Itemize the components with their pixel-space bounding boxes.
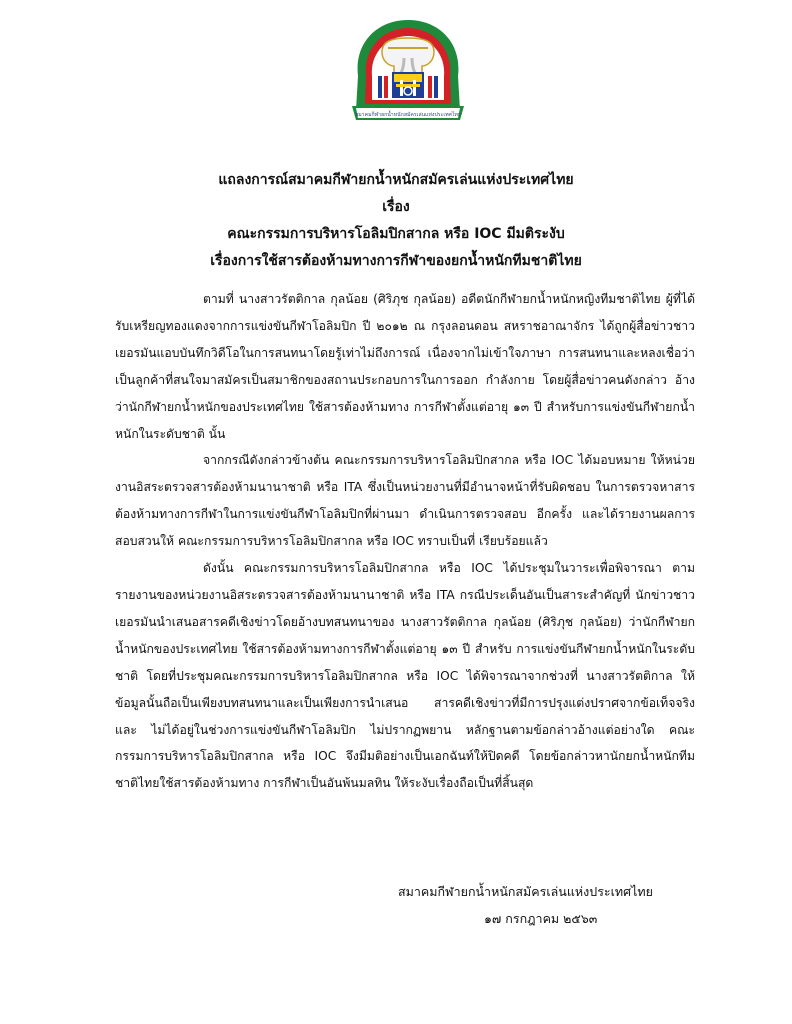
heading-line-1: แถลงการณ์สมาคมกีฬายกน้ำหนักสมัครเล่นแห่งประเทศไทย <box>218 172 574 188</box>
signature-organization: สมาคมกีฬายกน้ำหนักสมัครเล่นแห่งประเทศไทย <box>398 884 653 899</box>
association-emblem <box>348 14 468 126</box>
heading-line-2: เรื่อง <box>382 199 410 215</box>
paragraph-1: ตามที่ นางสาวรัตติกาล กุลน้อย (ศิริภุช กุลน้อย) อดีตนักกีฬายกน้ำหนักหญิงทีมชาติไทย ผู้ที่ได้รับเหรียญทองแดงจากการแข่งขันกีฬาโอลิมปิก ปี ๒๐๑๒ ณ กรุงลอนดอน สหราชอาณาจักร ได้ถูกผู้สื่อข่าวชาวเยอรมันแอบบันทึกวิดีโอในการสนทนาโดยรู้เท่าไม่ถึงการณ์ เนื่องจากไม่เข้าใจภาษา การสนทนาและหลงเชื่อว่าเป็นลูกค้าที่สนใจมาสมัครเป็นสมาชิกของสถานประกอบการในการออก กำลังกาย โดยผู้สื่อข่าวคนดังกล่าว อ้างว่านักกีฬายกน้ำหนักของประเทศไทย ใช้สารต้องห้ามทาง การกีฬาตั้งแต่อายุ ๑๓ ปี สำหรับการแข่งขันกีฬายกน้ำหนักในระดับชาติ นั้น <box>115 292 695 441</box>
paragraph-3: ดังนั้น คณะกรรมการบริหารโอลิมปิกสากล หรือ IOC ได้ประชุมในวาระเพื่อพิจารณา ตามรายงานของหน่วยงานอิสระตรวจสารต้องห้ามนานาชาติ หรือ ITA กรณีประเด็นอันเป็นสาระสำคัญที่ นักข่าวชาวเยอรมันนำเสนอสารคดีเชิงข่าวโดยอ้างบทสนทนาของ นางสาวรัตติกาล กุลน้อย (ศิริภุช กุลน้อย) ว่านักกีฬายกน้ำหนักของประเทศไทย ใช้สารต้องห้ามทางการกีฬาตั้งแต่อายุ ๑๓ ปี สำหรับ การแข่งขันกีฬายกน้ำหนักในระดับชาติ โดยที่ประชุมคณะกรรมการบริหารโอลิมปิกสากล หรือ IOC ได้พิจารณาจากช่วงที่ นางสาวรัตติกาล ให้ข้อมูลนั้นถือเป็นเพียงบทสนทนาและเป็นเพียงการนำเสนอ สารคดีเชิงข่าวที่มีการปรุงแต่งปราศจากข้อเท็จจริง และ ไม่ได้อยู่ในช่วงการแข่งขันกีฬาโอลิมปิก ไม่ปรากฏพยาน หลักฐานตามข้อกล่าวอ้างแต่อย่างใด คณะกรรมการบริหารโอลิมปิกสากล หรือ IOC จึงมีมติอย่างเป็นเอกฉันท์ให้ปิดคดี โดยข้อกล่าวหานักยกน้ำหนักทีมชาติไทยใช้สารต้องห้ามทาง การกีฬาเป็นอันพ้นมลทิน ให้ระงับเรื่องถือเป็นที่สิ้นสุด <box>115 561 695 791</box>
heading-line-3: คณะกรรมการบริหารโอลิมปิกสากล หรือ IOC มีมติระงับ <box>227 226 565 242</box>
emblem-icon <box>348 14 468 126</box>
signature-date: ๑๗ กรกฎาคม ๒๕๖๓ <box>484 911 598 926</box>
paragraph-2: จากกรณีดังกล่าวข้างต้น คณะกรรมการบริหารโอลิมปิกสากล หรือ IOC ได้มอบหมาย ให้หน่วยงานอิสระตรวจสารต้องห้ามนานาชาติ หรือ ITA ซึ่งเป็นหน่วยงานที่มีอำนาจหน้าที่รับผิดชอบ ในการตรวจหาสารต้องห้ามทางการกีฬาในการแข่งขันกีฬาโอลิมปิกที่ผ่านมา ดำเนินการตรวจสอบ อีกครั้ง และได้รายงานผลการสอบสวนให้ คณะกรรมการบริหารโอลิมปิกสากล หรือ IOC ทราบเป็นที่ เรียบร้อยแล้ว <box>115 453 695 549</box>
emblem-ring-text: สมาคมกีฬายกน้ำหนักสมัครเล่นแห่งประเทศไทย <box>355 112 461 118</box>
document-body <box>115 286 695 797</box>
heading-line-4: เรื่องการใช้สารต้องห้ามทางการกีฬาของยกน้ำหนักทีมชาติไทย <box>210 253 582 269</box>
document-heading <box>0 167 792 275</box>
signature-block <box>398 878 653 932</box>
